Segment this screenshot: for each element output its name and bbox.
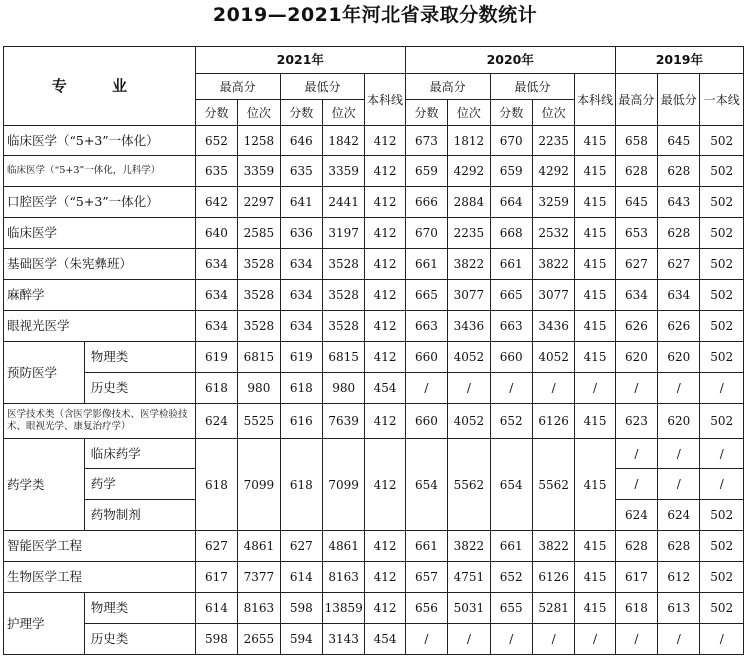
value-cell: 634 [280,249,322,280]
major-name: 基础医学（朱宪彝班） [4,249,196,280]
value-cell: 1812 [448,126,490,156]
value-cell: 412 [365,187,405,218]
value-cell: 634 [280,280,322,311]
value-cell: 3822 [448,531,490,562]
value-cell: 624 [195,404,237,439]
value-cell: 415 [575,218,615,249]
value-cell: 2235 [532,126,574,156]
value-cell: 1842 [322,126,364,156]
value-cell: 618 [280,439,322,531]
admission-score-table [3,46,744,655]
header-2021-min: 最低分 [280,74,365,100]
value-cell: 412 [365,404,405,439]
value-cell: 628 [658,531,700,562]
value-cell: / [575,373,615,404]
header-score: 分数 [195,100,237,126]
value-cell: 3143 [322,624,364,655]
header-year-2020: 2020年 [405,47,615,74]
table-row [4,531,744,562]
table-row [4,311,744,342]
value-cell: 614 [280,562,322,593]
value-cell: 624 [615,500,657,531]
value-cell: 645 [615,187,657,218]
value-cell: 654 [490,439,532,531]
value-cell: 673 [405,126,447,156]
value-cell: 5562 [448,439,490,531]
value-cell: 412 [365,531,405,562]
value-cell: / [658,373,700,404]
value-cell: 594 [280,624,322,655]
value-cell: / [615,373,657,404]
value-cell: / [575,624,615,655]
value-cell: 623 [615,404,657,439]
value-cell: / [448,373,490,404]
value-cell: / [532,624,574,655]
value-cell: 415 [575,249,615,280]
value-cell: 628 [615,531,657,562]
value-cell: 670 [490,126,532,156]
value-cell: / [615,469,657,500]
value-cell: 618 [195,439,237,531]
value-cell: 2585 [238,218,280,249]
value-cell: 612 [658,562,700,593]
value-cell: / [490,624,532,655]
value-cell: 415 [575,404,615,439]
value-cell: 659 [490,156,532,187]
value-cell: 634 [195,311,237,342]
value-cell: 3528 [322,280,364,311]
value-cell: 502 [700,342,744,373]
subject-type: 临床药学 [84,439,195,469]
value-cell: 7099 [238,439,280,531]
value-cell: 627 [658,249,700,280]
value-cell: 412 [365,562,405,593]
value-cell: 3436 [532,311,574,342]
value-cell: 663 [405,311,447,342]
value-cell: 502 [700,311,744,342]
value-cell: 661 [405,249,447,280]
subject-type: 物理类 [84,593,195,624]
value-cell: 661 [405,531,447,562]
value-cell: 412 [365,249,405,280]
value-cell: 4292 [532,156,574,187]
value-cell: 8163 [322,562,364,593]
value-cell: / [532,373,574,404]
value-cell: 6126 [532,404,574,439]
value-cell: 7099 [322,439,364,531]
value-cell: 652 [195,126,237,156]
value-cell: 502 [700,531,744,562]
value-cell: 3528 [238,249,280,280]
value-cell: 617 [615,562,657,593]
value-cell: 5281 [532,593,574,624]
value-cell: / [615,624,657,655]
value-cell: 620 [658,404,700,439]
value-cell: 4052 [448,404,490,439]
value-cell: 640 [195,218,237,249]
value-cell: 653 [615,218,657,249]
table-row [4,126,744,156]
value-cell: 3359 [238,156,280,187]
value-cell: 415 [575,562,615,593]
value-cell: 412 [365,593,405,624]
value-cell: 3077 [448,280,490,311]
header-2021-line: 本科线 [365,74,405,126]
value-cell: 3822 [532,531,574,562]
value-cell: 412 [365,218,405,249]
value-cell: 8163 [238,593,280,624]
value-cell: 3528 [238,280,280,311]
header-rank: 位次 [532,100,574,126]
table-row [4,562,744,593]
value-cell: 454 [365,373,405,404]
value-cell: / [658,439,700,469]
value-cell: 3822 [448,249,490,280]
header-rank: 位次 [322,100,364,126]
header-2021-max: 最高分 [195,74,280,100]
table-row [4,249,744,280]
value-cell: 614 [195,593,237,624]
value-cell: 502 [700,156,744,187]
value-cell: 646 [280,126,322,156]
value-cell: 4052 [448,342,490,373]
value-cell: / [405,624,447,655]
table-row [4,439,744,469]
value-cell: 618 [195,373,237,404]
header-2019-line: 一本线 [700,74,744,126]
value-cell: 613 [658,593,700,624]
value-cell: 628 [658,156,700,187]
table-row [4,593,744,624]
value-cell: 7639 [322,404,364,439]
header-2019-min: 最低分 [658,74,700,126]
header-major: 专 业 [4,47,196,126]
value-cell: 660 [490,342,532,373]
major-name: 临床医学（“5+3”一体化） [4,126,196,156]
value-cell: 618 [615,593,657,624]
value-cell: 660 [405,342,447,373]
value-cell: 643 [658,187,700,218]
table-row [4,280,744,311]
value-cell: 3528 [322,311,364,342]
value-cell: 634 [195,249,237,280]
value-cell: 658 [615,126,657,156]
subject-type: 药物制剂 [84,500,195,531]
table-row [4,218,744,249]
value-cell: 616 [280,404,322,439]
value-cell: 415 [575,156,615,187]
value-cell: / [448,624,490,655]
value-cell: 3197 [322,218,364,249]
header-rank: 位次 [238,100,280,126]
value-cell: / [490,373,532,404]
major-name: 眼视光医学 [4,311,196,342]
value-cell: 2532 [532,218,574,249]
header-2019-max: 最高分 [615,74,657,126]
value-cell: 2441 [322,187,364,218]
value-cell: 502 [700,593,744,624]
value-cell: 4751 [448,562,490,593]
header-score: 分数 [490,100,532,126]
value-cell: 661 [490,531,532,562]
table-row [4,187,744,218]
value-cell: / [700,469,744,500]
header-year-2021: 2021年 [195,47,405,74]
value-cell: 652 [490,562,532,593]
value-cell: 7377 [238,562,280,593]
value-cell: 3528 [322,249,364,280]
subject-type: 药学 [84,469,195,500]
value-cell: 5525 [238,404,280,439]
value-cell: 626 [658,311,700,342]
value-cell: 415 [575,311,615,342]
value-cell: 2297 [238,187,280,218]
value-cell: 415 [575,342,615,373]
value-cell: 3822 [532,249,574,280]
value-cell: 6815 [322,342,364,373]
value-cell: 628 [658,218,700,249]
value-cell: 2235 [448,218,490,249]
value-cell: 454 [365,624,405,655]
value-cell: 665 [490,280,532,311]
value-cell: 661 [490,249,532,280]
value-cell: 620 [658,342,700,373]
value-cell: 670 [405,218,447,249]
header-2020-max: 最高分 [405,74,490,100]
value-cell: 619 [195,342,237,373]
value-cell: 641 [280,187,322,218]
value-cell: 502 [700,500,744,531]
value-cell: 502 [700,404,744,439]
table-row [4,404,744,439]
value-cell: / [658,624,700,655]
major-name: 药学类 [4,439,85,531]
value-cell: 13859 [322,593,364,624]
header-2020-min: 最低分 [490,74,575,100]
major-name: 临床医学 [4,218,196,249]
table-row [4,156,744,187]
value-cell: 2884 [448,187,490,218]
value-cell: 6815 [238,342,280,373]
value-cell: 415 [575,187,615,218]
value-cell: / [700,439,744,469]
value-cell: 634 [280,311,322,342]
header-rank: 位次 [448,100,490,126]
value-cell: 628 [615,156,657,187]
major-name: 预防医学 [4,342,85,404]
value-cell: 666 [405,187,447,218]
value-cell: 415 [575,280,615,311]
value-cell: 659 [405,156,447,187]
value-cell: 412 [365,126,405,156]
subject-type: 物理类 [84,342,195,373]
value-cell: 635 [280,156,322,187]
value-cell: / [405,373,447,404]
value-cell: 502 [700,280,744,311]
value-cell: 655 [490,593,532,624]
major-name: 生物医学工程 [4,562,196,593]
value-cell: 980 [322,373,364,404]
value-cell: 415 [575,531,615,562]
value-cell: / [615,439,657,469]
value-cell: / [700,373,744,404]
header-score: 分数 [280,100,322,126]
header-score: 分数 [405,100,447,126]
value-cell: 626 [615,311,657,342]
value-cell: 668 [490,218,532,249]
value-cell: 598 [280,593,322,624]
value-cell: 657 [405,562,447,593]
value-cell: 502 [700,562,744,593]
subject-type: 历史类 [84,373,195,404]
value-cell: 645 [658,126,700,156]
major-name: 临床医学（“5+3”一体化，儿科学） [4,156,196,187]
table-row [4,373,744,404]
value-cell: 635 [195,156,237,187]
value-cell: 502 [700,218,744,249]
value-cell: 620 [615,342,657,373]
table-row [4,342,744,373]
value-cell: 665 [405,280,447,311]
subject-type: 历史类 [84,624,195,655]
value-cell: 4052 [532,342,574,373]
value-cell: 502 [700,249,744,280]
value-cell: 980 [238,373,280,404]
value-cell: 3259 [532,187,574,218]
header-year-2019: 2019年 [615,47,743,74]
value-cell: 412 [365,280,405,311]
value-cell: 415 [575,593,615,624]
page-title: 2019—2021年河北省录取分数统计 [212,4,538,26]
value-cell: 617 [195,562,237,593]
value-cell: 5562 [532,439,574,531]
value-cell: 634 [615,280,657,311]
table-row [4,624,744,655]
value-cell: 3528 [238,311,280,342]
value-cell: 3359 [322,156,364,187]
value-cell: 6126 [532,562,574,593]
value-cell: 5031 [448,593,490,624]
value-cell: / [700,624,744,655]
value-cell: 1258 [238,126,280,156]
value-cell: 627 [195,531,237,562]
major-name: 智能医学工程 [4,531,196,562]
value-cell: 634 [195,280,237,311]
value-cell: 634 [658,280,700,311]
value-cell: 656 [405,593,447,624]
major-name: 麻醉学 [4,280,196,311]
value-cell: 624 [658,500,700,531]
value-cell: 502 [700,187,744,218]
value-cell: 663 [490,311,532,342]
value-cell: 652 [490,404,532,439]
major-name: 医学技术类（含医学影像技术、医学检验技术、眼视光学、康复治疗学） [4,404,196,439]
value-cell: 4292 [448,156,490,187]
value-cell: 654 [405,439,447,531]
value-cell: 412 [365,342,405,373]
value-cell: 619 [280,342,322,373]
value-cell: 4861 [322,531,364,562]
value-cell: 618 [280,373,322,404]
value-cell: 664 [490,187,532,218]
value-cell: 2655 [238,624,280,655]
value-cell: 627 [615,249,657,280]
value-cell: 415 [575,439,615,531]
value-cell: 636 [280,218,322,249]
value-cell: 412 [365,311,405,342]
value-cell: 412 [365,156,405,187]
header-2020-line: 本科线 [575,74,615,126]
value-cell: 3077 [532,280,574,311]
major-name: 口腔医学（“5+3”一体化） [4,187,196,218]
value-cell: 627 [280,531,322,562]
value-cell: 660 [405,404,447,439]
value-cell: 598 [195,624,237,655]
value-cell: 502 [700,126,744,156]
value-cell: 642 [195,187,237,218]
major-name: 护理学 [4,593,85,655]
value-cell: / [658,469,700,500]
value-cell: 412 [365,439,405,531]
value-cell: 3436 [448,311,490,342]
value-cell: 4861 [238,531,280,562]
value-cell: 415 [575,126,615,156]
